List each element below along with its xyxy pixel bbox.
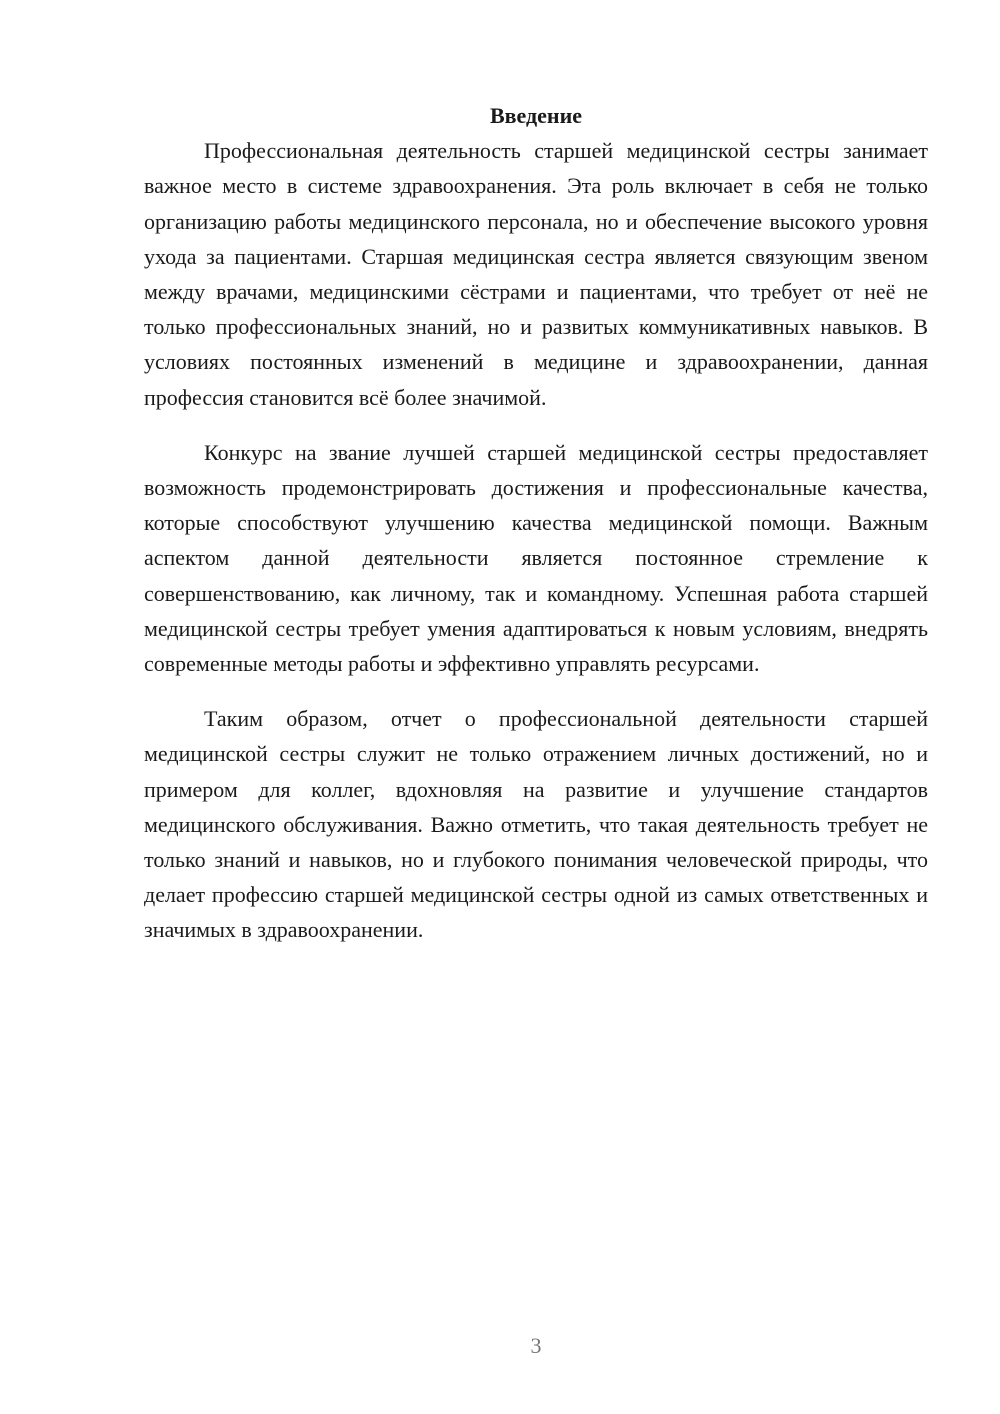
paragraph-2: Конкурс на звание лучшей старшей медицинской сестры предоставляет возможность продемонстрировать достижения и профессиональные качества, которые способствуют улучшению качества медицинской помощи. Важным аспектом данной деятельности является постоянное стремление к совершенствованию, как личному, так и командному. Успешная работа старшей медицинской сестры требует умения адаптироваться к новым условиям, внедрять современные методы работы и эффективно управлять ресурсами. [144,439,928,677]
page-body [144,98,928,968]
paragraph-1: Профессиональная деятельность старшей медицинской сестры занимает важное место в системе здравоохранения. Эта роль включает в себя не только организацию работы медицинского персонала, но и обеспечение высокого уровня ухода за пациентами. Старшая медицинская сестра является связующим звеном между врачами, медицинскими сёстрами и пациентами, что требует от неё не только профессиональных знаний, но и развитых коммуникативных навыков. В условиях постоянных изменений в медицине и здравоохранении, данная профессия становится всё более значимой. [144,138,928,410]
paragraph-3: Таким образом, отчет о профессиональной деятельности старшей медицинской сестры служит не только отражением личных достижений, но и примером для коллег, вдохновляя на развитие и улучшение стандартов медицинского обслуживания. Важно отметить, что такая деятельность требует не только знаний и навыков, но и глубокого понимания человеческой природы, что делает профессию старшей медицинской сестры одной из самых ответственных и значимых в здравоохранении. [144,706,928,943]
page-number: 3 [530,1333,542,1358]
section-heading: Введение [489,103,583,128]
